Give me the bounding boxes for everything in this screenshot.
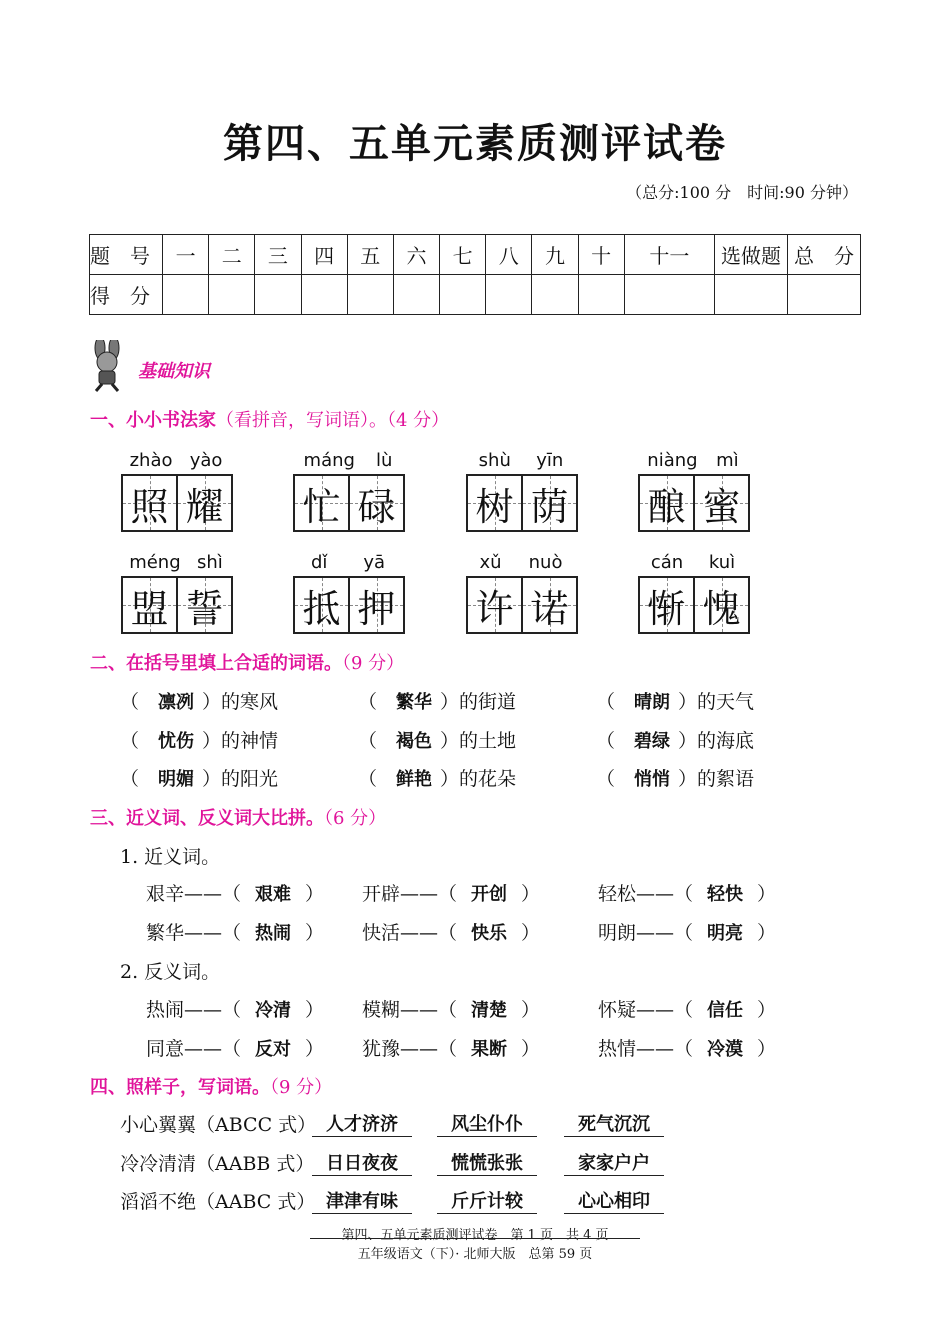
pinyin-syllable: méng [129,552,181,573]
q2-heading: 二、在括号里填上合适的词语。（9 分） [90,653,405,674]
item-text: ）的街道 [440,691,517,713]
word-pair [598,879,776,906]
word-label: 快活——（ [362,922,458,944]
pinyin-syllable: lù [376,450,393,471]
tianzige-box [293,474,405,532]
word-pair [146,995,324,1022]
answer-char: 照 [130,484,169,529]
answer-text: 明媚 [158,769,195,790]
tianzige-box [638,576,750,634]
pinyin-syllable: yīn [536,450,564,471]
answer-text: 开创 [471,884,508,905]
pinyin-syllable: shì [197,552,223,573]
col-header: 四 [301,235,347,275]
item-text: ）的海底 [678,730,755,752]
pinyin-syllable: mì [716,450,739,471]
open-paren: （ [596,691,635,713]
pinyin-pair [466,450,576,471]
pattern-answer: 斤斤计较 [437,1187,537,1214]
answer-text: 艰难 [255,884,292,905]
score-cell[interactable] [788,275,861,315]
pinyin-syllable: kuì [708,552,736,573]
col-header: 五 [347,235,393,275]
word-pair [598,918,776,945]
tianzige-box [293,576,405,634]
answer-text: 褐色 [396,731,433,752]
word-pair [598,995,776,1022]
page-title: 第四、五单元素质测评试卷 [223,120,727,167]
word-pair [146,879,324,906]
tianzige-cell [521,476,576,530]
fill-item [120,687,278,714]
answer-char: 树 [475,484,514,529]
pattern-answer: 家家户户 [564,1149,664,1176]
answer-text: 果断 [471,1039,508,1060]
answer-text: 冷清 [255,1000,292,1021]
close-paren: ） [757,999,777,1021]
answer-char: 荫 [530,484,569,529]
q4-heading: 四、照样子，写词语。（9 分） [90,1077,333,1098]
pattern-answer: 风尘仆仆 [437,1110,537,1137]
word-label: 怀疑——（ [598,999,694,1021]
answer-text: 明亮 [707,923,744,944]
score-value-row [90,275,861,315]
col-header: 总 分 [788,235,861,275]
q3-heading: 三、近义词、反义词大比拼。（6 分） [90,808,387,829]
tianzige-cell [123,476,176,530]
score-cell[interactable] [255,275,301,315]
item-text: ）的神情 [202,730,279,752]
fill-item [358,687,516,714]
tianzige-cell [123,578,176,632]
row-label: 题 号 [90,235,163,275]
fill-item [120,726,278,753]
exam-meta: （总分:100 分 时间:90 分钟） [626,183,858,202]
pinyin-syllable: zhào [129,450,173,471]
answer-char: 盟 [130,586,169,631]
fill-item [120,764,278,791]
open-paren: （ [358,768,397,790]
word-label: 同意——（ [146,1038,242,1060]
close-paren: ） [757,883,777,905]
tianzige-cell [295,476,348,530]
word-label: 模糊——（ [362,999,458,1021]
footer-line1: 第四、五单元素质测评试卷 第 1 页 共 4 页 [341,1228,609,1243]
word-pair [362,918,540,945]
item-text: ）的阳光 [202,768,279,790]
answer-text: 快乐 [471,923,508,944]
answer-text: 凛冽 [158,692,195,713]
pattern-answer: 津津有味 [312,1187,412,1214]
col-header: 九 [532,235,578,275]
answer-char: 许 [475,586,514,631]
answer-text: 轻快 [707,884,744,905]
pinyin-syllable: xǔ [479,552,502,573]
answer-text: 碧绿 [634,731,671,752]
score-cell[interactable] [440,275,486,315]
pattern-label: 冷冷清清（AABB 式） [120,1153,315,1175]
fill-item [358,764,516,791]
answer-text: 晴朗 [634,692,671,713]
tianzige-cell [468,476,521,530]
col-header: 一 [163,235,209,275]
answer-char: 蜜 [702,484,741,529]
pinyin-syllable: cán [650,552,684,573]
item-text: ）的天气 [678,691,755,713]
item-text: ）的土地 [440,730,517,752]
score-table [89,234,861,315]
word-pair [362,995,540,1022]
footer-divider [310,1238,640,1239]
answer-char: 惭 [647,586,686,631]
tianzige-box [121,576,233,634]
footer-line2: 五年级语文（下）· 北师大版 总第 59 页 [357,1247,593,1262]
close-paren: ） [521,999,541,1021]
tianzige-cell [295,578,348,632]
word-label: 热闹——（ [146,999,242,1021]
pinyin-syllable: máng [303,450,355,471]
tianzige-cell [176,578,231,632]
word-label: 热情——（ [598,1038,694,1060]
fill-item [596,764,754,791]
pinyin-pair [638,450,748,471]
q3-sub2: 2. 反义词。 [120,961,221,983]
answer-text: 悄悄 [634,769,671,790]
word-label: 轻松——（ [598,883,694,905]
close-paren: ） [305,922,325,944]
answer-char: 愧 [702,586,741,631]
tianzige-cell [348,578,403,632]
word-pair [146,918,324,945]
col-header: 十一 [624,235,714,275]
row-label: 得 分 [90,275,163,315]
answer-char: 耀 [185,484,224,529]
q3-sub1: 1. 近义词。 [120,846,221,868]
col-header: 十 [578,235,624,275]
pinyin-syllable: yào [189,450,223,471]
word-label: 开辟——（ [362,883,458,905]
score-cell[interactable] [486,275,532,315]
word-pair [362,879,540,906]
answer-char: 誓 [185,586,224,631]
score-cell[interactable] [163,275,209,315]
close-paren: ） [757,1038,777,1060]
tianzige-cell [640,476,693,530]
pinyin-syllable: yā [363,552,386,573]
score-cell[interactable] [532,275,578,315]
close-paren: ） [305,883,325,905]
open-paren: （ [120,768,159,790]
word-label: 明朗——（ [598,922,694,944]
pinyin-pair [121,450,231,471]
section-badge: 基础知识 [138,361,210,382]
score-cell[interactable] [209,275,255,315]
score-cell[interactable] [578,275,624,315]
close-paren: ） [757,922,777,944]
fill-item [358,726,516,753]
answer-text: 热闹 [255,923,292,944]
open-paren: （ [596,768,635,790]
pattern-answer: 心心相印 [564,1187,664,1214]
tianzige-cell [348,476,403,530]
open-paren: （ [120,691,159,713]
tianzige-cell [176,476,231,530]
tianzige-cell [693,578,748,632]
close-paren: ） [521,1038,541,1060]
open-paren: （ [358,691,397,713]
answer-char: 押 [357,586,396,631]
tianzige-cell [521,578,576,632]
tianzige-box [466,474,578,532]
pattern-answer: 日日夜夜 [312,1149,412,1176]
open-paren: （ [596,730,635,752]
col-header: 三 [255,235,301,275]
score-header-row [90,235,861,275]
tianzige-box [121,474,233,532]
score-cell[interactable] [624,275,714,315]
pattern-label: 小心翼翼（ABCC 式） [120,1114,317,1136]
score-cell[interactable] [301,275,347,315]
pinyin-pair [293,552,403,573]
close-paren: ） [305,1038,325,1060]
pinyin-syllable: nuò [528,552,563,573]
col-header: 七 [440,235,486,275]
answer-text: 反对 [255,1039,292,1060]
word-pair [598,1034,776,1061]
item-text: ）的寒风 [202,691,279,713]
answer-char: 忙 [302,484,341,529]
item-text: ）的絮语 [678,768,755,790]
answer-char: 诺 [530,586,569,631]
score-cell[interactable] [347,275,393,315]
tianzige-cell [468,578,521,632]
pinyin-pair [638,552,748,573]
answer-char: 酿 [647,484,686,529]
pattern-answer: 死气沉沉 [564,1110,664,1137]
tianzige-cell [640,578,693,632]
open-paren: （ [120,730,159,752]
close-paren: ） [305,999,325,1021]
pinyin-pair [121,552,231,573]
close-paren: ） [521,883,541,905]
word-pair [146,1034,324,1061]
answer-text: 鲜艳 [396,769,433,790]
word-label: 繁华——（ [146,922,242,944]
word-pair [362,1034,540,1061]
score-cell[interactable] [715,275,788,315]
score-cell[interactable] [393,275,439,315]
col-header: 八 [486,235,532,275]
word-label: 艰辛——（ [146,883,242,905]
tianzige-box [638,474,750,532]
tianzige-box [466,576,578,634]
answer-text: 清楚 [471,1000,508,1021]
pinyin-syllable: shù [478,450,511,471]
fill-item [596,726,754,753]
answer-text: 信任 [707,1000,744,1021]
pinyin-syllable: niàng [647,450,698,471]
word-label: 犹豫——（ [362,1038,458,1060]
col-header: 六 [393,235,439,275]
pattern-label: 滔滔不绝（AABC 式） [120,1191,316,1213]
item-text: ）的花朵 [440,768,517,790]
answer-char: 抵 [302,586,341,631]
pinyin-pair [466,552,576,573]
open-paren: （ [358,730,397,752]
col-header: 选做题 [715,235,788,275]
pinyin-syllable: dǐ [310,552,328,573]
col-header: 二 [209,235,255,275]
pinyin-pair [293,450,403,471]
pattern-answer: 慌慌张张 [437,1149,537,1176]
answer-text: 冷漠 [707,1039,744,1060]
answer-text: 忧伤 [158,731,195,752]
pattern-answer: 人才济济 [312,1110,412,1137]
answer-char: 碌 [357,484,396,529]
answer-text: 繁华 [396,692,433,713]
q1-heading: 一、小小书法家（看拼音，写词语）。（4 分） [90,410,450,431]
fill-item [596,687,754,714]
tianzige-cell [693,476,748,530]
close-paren: ） [521,922,541,944]
